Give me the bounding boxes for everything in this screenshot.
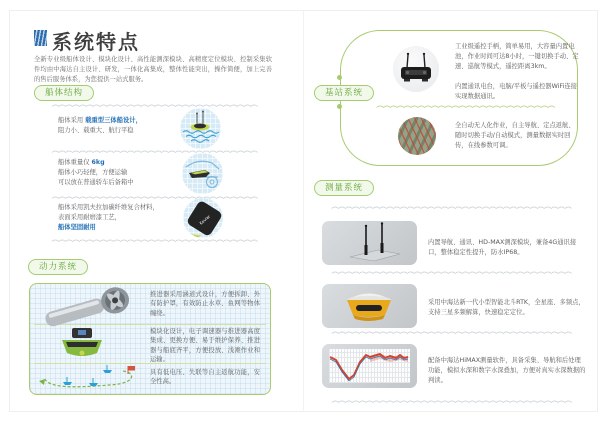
hull-item-1-line2: 阻力小、载重大、航行平稳 xyxy=(58,127,134,135)
base-item-2-text: 全自动无人化作业，自主导航、定点返航、随时切换手动/自动模式，测量数据实时回传，在线参数可调。 xyxy=(455,122,575,150)
survey-route-photo xyxy=(398,117,436,155)
base-item-1-para2: 内置通讯电台，电脑/平板与遥控器WiFi连接实现数据通讯。 xyxy=(455,83,577,101)
remote-controller-photo xyxy=(393,46,439,92)
measure-item-1-text: 内置导航、通讯、HD-MAX测深模块，兼备4G通讯接口，整体稳定性提升，防水IP68。 xyxy=(428,239,577,257)
antenna-module-icon xyxy=(322,221,417,265)
boat-floating-icon xyxy=(180,108,221,149)
measure-item-2-text: 采用中海达新一代小型智能北斗RTK，全星座、多频点，支持三星多频解算，快速稳定定位。 xyxy=(428,299,585,317)
wavy-divider xyxy=(312,399,588,405)
power-item-1-text: 推进器采用涵道式设计，方便拆卸、外有防护罩，有效防止水草、鱼网等物体缠绕。 xyxy=(150,291,260,317)
antenna-module-photo xyxy=(322,221,417,265)
gnss-receiver-icon xyxy=(322,284,417,328)
thruster-propeller-icon xyxy=(38,285,146,329)
section-label-measurement: 测量系统 xyxy=(314,180,374,196)
section-label-power: 动力系统 xyxy=(28,259,88,275)
wavy-divider xyxy=(312,330,588,336)
panel-dot xyxy=(337,75,342,80)
motor-module-icon xyxy=(58,326,106,362)
wavy-divider-green xyxy=(362,104,567,110)
wavy-divider xyxy=(35,238,272,244)
hull-item-3-highlight: 船体坚固耐用 xyxy=(58,224,96,232)
power-system-panel xyxy=(29,283,271,395)
kevlar-icon xyxy=(183,198,223,238)
hull-item-2-line2: 船体小巧轻便，方便运输 xyxy=(58,169,128,177)
depth-profile-line-icon xyxy=(322,344,417,388)
gnss-receiver-photo xyxy=(322,284,417,328)
hull-item-1-highlight: 载重型三体船设计， xyxy=(85,117,142,124)
hull-item-3-text xyxy=(58,203,178,233)
panel-dot xyxy=(337,104,342,109)
wavy-divider xyxy=(35,103,272,109)
power-item-2-text: 模块化设计，电子调速器与推进器高度集成、更换方便、易于维护保养、推进器与船底齐平，方便投放、浅滩作业和运输。 xyxy=(150,328,260,364)
intro-paragraph: 全新专业级船体设计、模块化设计、高性能测深模块、高精度定位模块、控制采集软件均由中海达自主设计、研发，一体化高集成，整体性能突出，操作简便，加上完善的售后服务体系，为您提供一站式服务。 xyxy=(34,56,272,84)
hull-item-1-pre: 船体采用 xyxy=(58,117,86,124)
section-label-base-station: 基站系统 xyxy=(314,85,374,101)
car-trunk-icon xyxy=(182,153,223,194)
power-item-3-text: 具有低电压、失联等自主返航功能，安全性高。 xyxy=(150,369,260,386)
page-title: 系统特点 xyxy=(52,30,140,54)
remote-controller-icon xyxy=(393,46,439,92)
center-fold-line xyxy=(303,10,304,412)
hull-item-3-line2: 表面采用耐磨漆工艺， xyxy=(58,214,121,222)
measure-item-3-text: 配备中海达HiMAX测量软件，具备采集、导航和后处理功能，模拟水深和数字水深叠加，方便对真实水深数据的判读。 xyxy=(428,357,586,385)
wavy-divider xyxy=(35,149,272,155)
auto-return-route-icon xyxy=(33,364,145,394)
base-item-1-text xyxy=(455,42,583,102)
depth-profile-chart-photo xyxy=(322,344,417,388)
wavy-divider xyxy=(312,270,588,276)
base-item-1-para1: 工业级遥控手柄，简单易用，大容量内置电池，作业时间可达8小时，一键切换手动、定速、巡航等模式，遥控距离3km。 xyxy=(455,43,579,71)
wavy-divider xyxy=(312,205,588,211)
section-stripe-icon xyxy=(34,30,47,46)
hull-item-2-line3: 可以放在普通轿车后备箱中 xyxy=(58,179,134,187)
trimaran-boat-illustration xyxy=(180,108,221,149)
hull-item-1-text xyxy=(58,116,173,136)
hull-item-3-line1: 船体采用凯夫拉加碳纤维复合材料， xyxy=(58,204,159,211)
boat-in-car-trunk-illustration xyxy=(182,153,223,194)
wavy-divider xyxy=(35,195,272,201)
hull-item-2-highlight: 6kg xyxy=(91,159,105,166)
kevlar-material-illustration xyxy=(183,198,223,238)
hull-item-2-pre: 船体重量仅 xyxy=(58,159,92,166)
svg-text:Kevlar: Kevlar xyxy=(198,213,212,226)
hull-item-2-text xyxy=(58,158,173,188)
section-label-hull: 船体结构 xyxy=(34,85,94,101)
